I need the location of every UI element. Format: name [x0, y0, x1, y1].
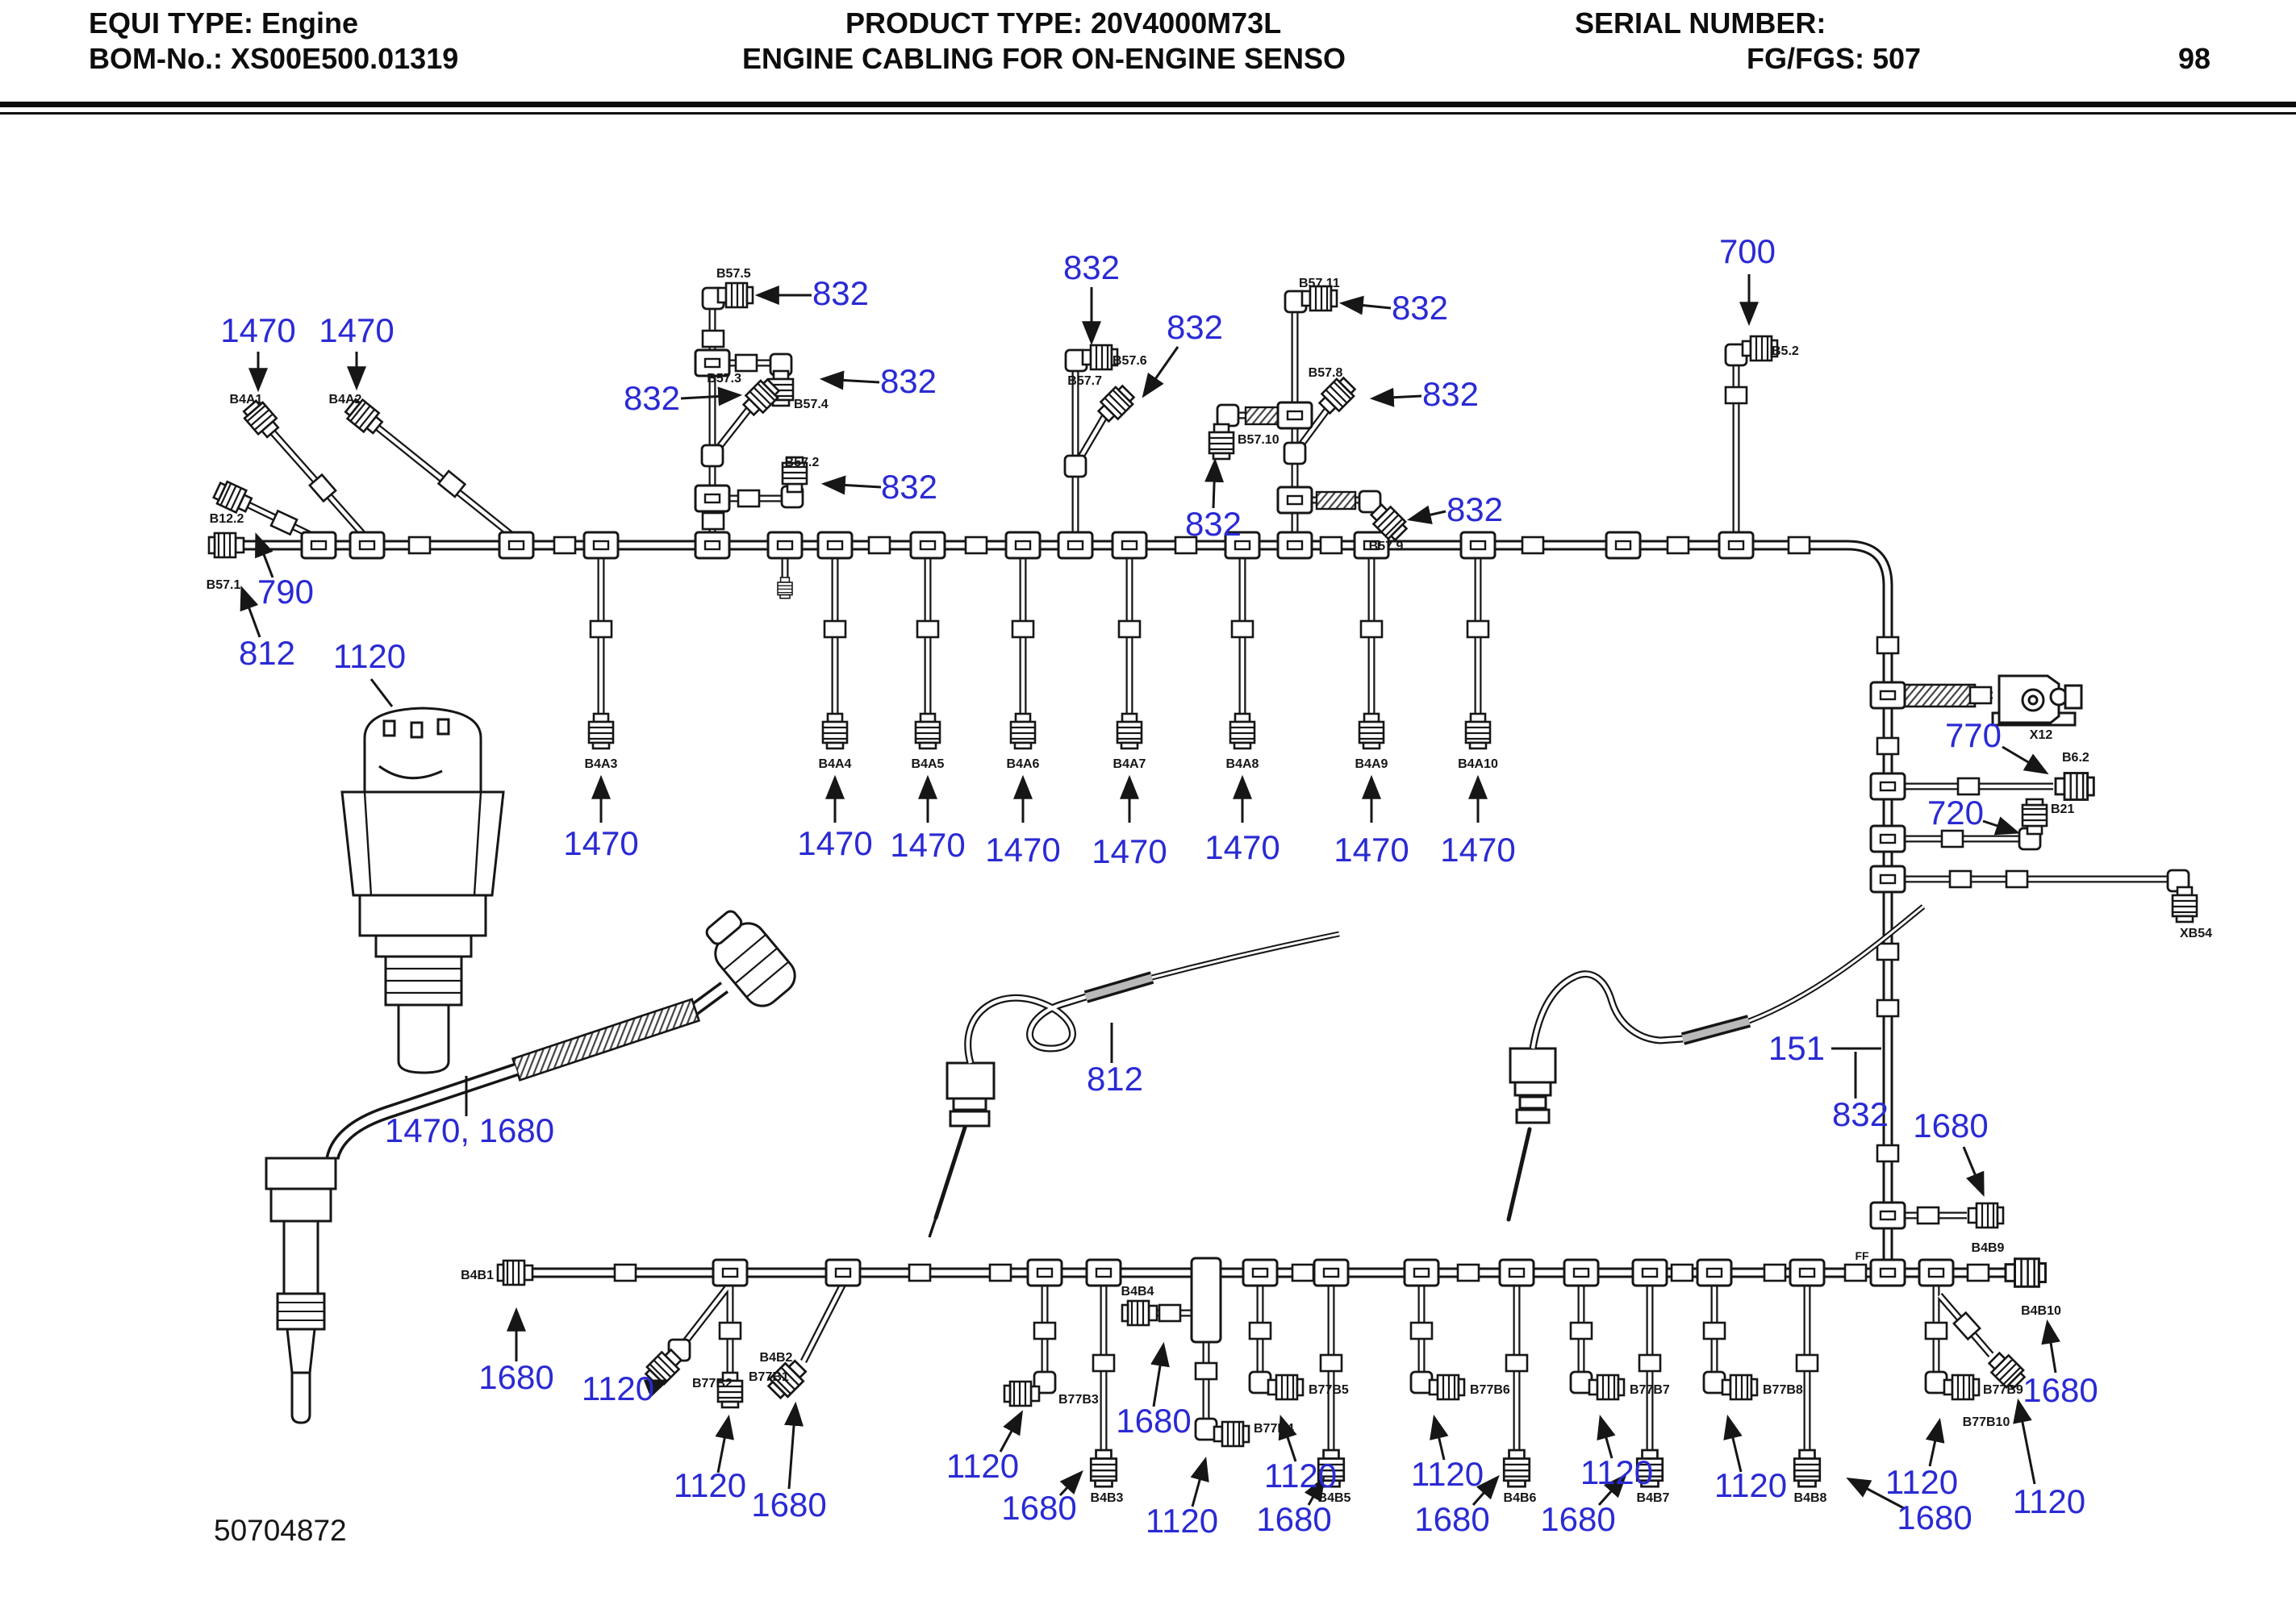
- arrow-832-b57-3: [681, 395, 739, 398]
- connector-b4b3: [1091, 1450, 1117, 1486]
- cable-sleeve: [966, 537, 987, 553]
- connector-b4b1: [498, 1261, 532, 1285]
- callout-1120-b77b8: 1120: [1714, 1466, 1788, 1504]
- probe-ring: [1520, 1097, 1546, 1108]
- callout-832-b57-2: 832: [880, 468, 938, 506]
- bus-clamp: [1087, 1260, 1121, 1286]
- cable-sleeve: [1571, 1323, 1592, 1339]
- label-b77b9: B77B9: [1983, 1383, 2023, 1397]
- bus-clamp: [1871, 682, 1905, 708]
- bus-clamp: [499, 532, 533, 558]
- callout-832-probe: 832: [1831, 1095, 1889, 1133]
- cable-sleeve: [738, 490, 759, 507]
- connector-b4b4: [1122, 1301, 1157, 1325]
- riser-tee: [1871, 1260, 1905, 1286]
- bus-clamp: [1719, 532, 1753, 558]
- cable-sleeve: [720, 1323, 741, 1339]
- label-b77b5: B77B5: [1309, 1383, 1349, 1397]
- callout-1680-b4b3: 1680: [1001, 1489, 1077, 1527]
- label-b77b4: B77B4: [1254, 1422, 1294, 1436]
- callout-1120-b77b2: 1120: [581, 1369, 655, 1407]
- label-b5-2: B5.2: [1772, 344, 1799, 358]
- callout-1680-b4b6: 1680: [1414, 1500, 1490, 1538]
- callout-1680-b4b1: 1680: [478, 1358, 554, 1396]
- cable-sleeve: [1321, 537, 1342, 553]
- callout-812: 812: [238, 634, 296, 672]
- label-b12-2: B12.2: [209, 512, 244, 526]
- arrow-1120-b77b7: [1601, 1418, 1612, 1458]
- connector-b4a4: [823, 714, 847, 748]
- callout-720: 720: [1927, 794, 1985, 832]
- label-b6-2: B6.2: [2062, 751, 2089, 765]
- callout-832-b57-4: 832: [879, 362, 937, 400]
- cable-sleeve: [591, 621, 612, 637]
- cable-sleeve: [1950, 871, 1971, 887]
- cable-sleeve: [615, 1265, 636, 1281]
- connector-b4b10: [2006, 1259, 2045, 1287]
- connector-b77b6: [1430, 1375, 1464, 1399]
- b57-9-braid: [1317, 492, 1355, 509]
- probe-hex: [1510, 1048, 1555, 1082]
- bus-clamp: [1113, 532, 1146, 558]
- cable-sleeve: [703, 331, 724, 347]
- cable-sleeve: [1159, 1305, 1180, 1321]
- label-b4a3: B4A3: [584, 757, 618, 771]
- label-b4a4: B4A4: [818, 757, 852, 771]
- arrow-1680-b4b9: [1964, 1147, 1983, 1194]
- connector-b4a9: [1359, 714, 1384, 748]
- serial-number-label: SERIAL NUMBER:: [1575, 6, 1826, 40]
- callout-832-b57-5: 832: [812, 274, 870, 312]
- probe-needle-tip: [929, 1218, 936, 1237]
- connector-b77b5: [1268, 1375, 1303, 1399]
- cable-sleeve: [1968, 1265, 1989, 1281]
- label-b4a5: B4A5: [911, 757, 945, 771]
- bus-clamp: [1871, 866, 1905, 892]
- connector-stub: [778, 577, 792, 598]
- arrow-832-b57-11: [1342, 303, 1391, 308]
- callout-1470-b4a2: 1470: [319, 311, 394, 349]
- bus-clamp: [1028, 1260, 1062, 1286]
- label-b77b1: B77B1: [749, 1370, 789, 1384]
- callout-1120-b77b10: 1120: [2012, 1482, 2086, 1520]
- bus-clamp: [713, 1260, 747, 1286]
- connector-x12: [1993, 676, 2081, 725]
- label-b4b4: B4B4: [1121, 1285, 1154, 1299]
- x12-tab: [2065, 686, 2081, 708]
- bus-clamp: [1461, 532, 1495, 558]
- arrow-1120-b77b10: [2018, 1402, 2035, 1484]
- fg-fgs: FG/FGS: 507: [1747, 42, 1922, 75]
- bus-clamp: [1405, 1260, 1438, 1286]
- connector-b77b7: [1589, 1375, 1624, 1399]
- cable-sleeve: [1789, 537, 1810, 553]
- arrow-832-b57-7: [1144, 347, 1178, 395]
- callout-812-probe: 812: [1086, 1060, 1144, 1098]
- cable-sleeve: [1797, 1355, 1818, 1371]
- cable-sleeve: [1093, 1355, 1114, 1371]
- cable-sleeve: [2006, 871, 2027, 887]
- label-b57-3: B57.3: [707, 372, 741, 386]
- sensor-pin: [384, 721, 394, 736]
- arrow-770: [2002, 747, 2046, 773]
- bus-clamp: [584, 532, 618, 558]
- label-x12: X12: [2029, 728, 2053, 742]
- connector-b77b8: [1722, 1375, 1757, 1399]
- connector-b57-1: [209, 533, 244, 557]
- cable-sleeve: [1458, 1265, 1479, 1281]
- callout-1470-b4a10: 1470: [1440, 831, 1516, 869]
- callout-1680-b4b9: 1680: [1913, 1107, 1989, 1144]
- probe-hex2: [271, 1189, 331, 1221]
- label-b77b3: B77B3: [1058, 1393, 1099, 1407]
- arrow-832-b57-9: [1410, 511, 1446, 519]
- arrow-1120-b77b6: [1434, 1418, 1444, 1460]
- label-b4a2: B4A2: [328, 393, 362, 406]
- callout-1120-sensor: 1120: [332, 637, 407, 675]
- label-b4b1: B4B1: [461, 1269, 494, 1282]
- callout-770: 770: [1944, 716, 2002, 754]
- connector-b57-10: [1209, 424, 1234, 459]
- callout-832-b57-9: 832: [1446, 490, 1504, 528]
- callout-832-b57-10: 832: [1184, 505, 1242, 543]
- cable-sleeve: [1361, 621, 1382, 637]
- document-number: 50704872: [214, 1514, 347, 1547]
- probe-body: [284, 1221, 318, 1294]
- bus-clamp: [1278, 532, 1312, 558]
- cable-sleeve: [1232, 621, 1253, 637]
- callout-790: 790: [257, 573, 315, 611]
- cable-sleeve: [1321, 1355, 1342, 1371]
- callout-832-b57-8: 832: [1421, 375, 1480, 413]
- label-b57-5: B57.5: [716, 267, 751, 281]
- arrow-1680-b4b4: [1154, 1345, 1163, 1407]
- label-b57-8: B57.8: [1308, 366, 1343, 380]
- bus-clamp: [1564, 1260, 1598, 1286]
- callout-1120-b77b4: 1120: [1145, 1502, 1219, 1540]
- label-b4a6: B4A6: [1006, 757, 1040, 771]
- label-b4b7: B4B7: [1636, 1491, 1670, 1505]
- cable-sleeve: [1958, 778, 1979, 794]
- elbow-fitting: [1217, 405, 1238, 426]
- bus-clamp: [695, 532, 729, 558]
- cable-sleeve: [1034, 1323, 1055, 1339]
- cable-sleeve: [1764, 1265, 1785, 1281]
- stem-tee: [1278, 402, 1312, 428]
- label-b57-9: B57.9: [1368, 540, 1404, 553]
- cable-sleeve: [1726, 387, 1747, 403]
- label-b77b7: B77B7: [1630, 1383, 1670, 1397]
- callout-1680-b4b5: 1680: [1256, 1500, 1332, 1538]
- arrow-1120-b77b1: [718, 1418, 728, 1473]
- callout-1120-b77b6: 1120: [1410, 1455, 1484, 1493]
- probe-hex: [947, 1063, 994, 1098]
- cable-sleeve: [554, 537, 575, 553]
- bus-clamp: [911, 532, 945, 558]
- sensor-locknut: [360, 895, 486, 936]
- elbow-fitting: [1065, 456, 1086, 477]
- connector-b12-2: [212, 479, 254, 515]
- equi-type-value: Engine: [261, 6, 359, 40]
- label-b77b8: B77B8: [1763, 1383, 1803, 1397]
- bus-clamp: [826, 1260, 860, 1286]
- cable-sleeve: [869, 537, 890, 553]
- bus-clamp: [350, 532, 384, 558]
- cable-sleeve: [736, 355, 757, 371]
- probe-cable: [1533, 974, 1683, 1048]
- connector-b77b9: [1944, 1375, 1979, 1399]
- label-b4b8: B4B8: [1793, 1491, 1827, 1505]
- label-b4a9: B4A9: [1355, 757, 1388, 771]
- callout-1680-b4b4: 1680: [1116, 1402, 1192, 1440]
- callout-1470-b4a8: 1470: [1204, 828, 1280, 866]
- cable-sleeve: [1942, 831, 1963, 847]
- cable-sleeve: [1845, 1265, 1866, 1281]
- label-b4a1: B4A1: [229, 393, 263, 406]
- label-b57-11: B57.11: [1299, 277, 1340, 290]
- probe-needle: [936, 1128, 965, 1218]
- callout-151: 151: [1768, 1029, 1825, 1067]
- connector-b4a5: [916, 714, 940, 748]
- elbow-fitting: [1284, 443, 1305, 464]
- label-b4b5: B4B5: [1317, 1491, 1351, 1505]
- bus-clamp: [1871, 773, 1905, 799]
- label-b4a10: B4A10: [1458, 757, 1498, 771]
- probe-ring: [950, 1111, 989, 1126]
- callout-1120-b77b1: 1120: [673, 1466, 747, 1504]
- arrow-1120-b77b8: [1728, 1418, 1741, 1472]
- callout-1470-b4a5: 1470: [890, 826, 966, 864]
- bus-clamp: [818, 532, 852, 558]
- b57-10-braid: [1246, 407, 1281, 424]
- label-b4b9: B4B9: [1971, 1241, 2005, 1255]
- harness-bus-top-inner: [244, 545, 1888, 1273]
- coolant-temp-sensor-1120: [342, 708, 503, 1073]
- callout-1470-b4a9: 1470: [1334, 831, 1409, 869]
- cable-sleeve: [1411, 1323, 1432, 1339]
- sensor-pin: [411, 723, 422, 737]
- callout-1120-b77b5: 1120: [1263, 1457, 1338, 1495]
- cable-sleeve: [1639, 1355, 1660, 1371]
- callout-1680-b4b10: 1680: [2023, 1371, 2098, 1409]
- callout-832-b57-3: 832: [623, 379, 681, 417]
- arrow-1680-b4b2: [789, 1405, 795, 1489]
- sensor-collar: [376, 936, 471, 957]
- product-type-value: 20V4000M73L: [1091, 6, 1282, 40]
- connector-b4a7: [1117, 714, 1142, 748]
- probe-ring: [1517, 1110, 1549, 1123]
- cable-sleeve: [1467, 621, 1488, 637]
- label-b4b10: B4B10: [2021, 1304, 2061, 1318]
- callout-1470-b4a6: 1470: [985, 831, 1061, 869]
- arrow-1120-b77b9: [1930, 1421, 1939, 1466]
- label-b4a7: B4A7: [1113, 757, 1146, 771]
- arrow-832-b57-4: [823, 379, 879, 382]
- junction-block-b4b4: [1192, 1258, 1221, 1342]
- callout-832-b57-11: 832: [1391, 289, 1449, 327]
- equi-type-label: EQUI TYPE: Engine: [89, 6, 359, 40]
- callout-1470-b4a1: 1470: [220, 311, 296, 349]
- label-b77b2: B77B2: [692, 1377, 733, 1390]
- label-b21: B21: [2051, 802, 2075, 816]
- label-b57-7: B57.7: [1067, 374, 1102, 388]
- callout-1470-b4a7: 1470: [1092, 832, 1167, 870]
- bus-clamp: [1243, 1260, 1277, 1286]
- arrow-1680-b4b10: [2048, 1323, 2056, 1373]
- connector-b6-2: [2056, 773, 2094, 800]
- connector-b77b4: [1214, 1422, 1249, 1446]
- cable-sleeve: [1877, 1145, 1898, 1161]
- bus-clamp: [302, 532, 336, 558]
- cable-sleeve: [1012, 621, 1033, 637]
- label-b77b6: B77B6: [1470, 1383, 1510, 1397]
- exhaust-probe-1470-1680: [266, 903, 802, 1423]
- cable-sleeve: [1522, 537, 1543, 553]
- label-b4b2: B4B2: [759, 1351, 793, 1365]
- label-b4b6: B4B6: [1503, 1491, 1537, 1505]
- product-type-label: PRODUCT TYPE: 20V4000M73L: [845, 6, 1282, 40]
- label-b77b10: B77B10: [1962, 1415, 2010, 1429]
- cable-sleeve: [1877, 637, 1898, 653]
- cable-sleeve: [1877, 738, 1898, 754]
- callout-1680-b4b8: 1680: [1897, 1499, 1972, 1536]
- cable-sleeve: [1196, 1363, 1217, 1379]
- callout-1120-b77b7: 1120: [1580, 1453, 1654, 1491]
- cable-sleeve: [1292, 1265, 1313, 1281]
- cable-sleeve: [1506, 1355, 1527, 1371]
- label-xb54: XB54: [2179, 927, 2213, 940]
- bus-clamp: [1500, 1260, 1534, 1286]
- bom-number: BOM-No.: XS00E500.01319: [89, 42, 459, 75]
- bus-clamp: [1633, 1260, 1667, 1286]
- sensor-cup: [365, 708, 481, 792]
- fg-fgs-value: 507: [1872, 42, 1922, 75]
- bus-clamp: [1790, 1260, 1824, 1286]
- callout-1120-b77b9: 1120: [1885, 1463, 1959, 1501]
- cable-sleeve: [990, 1265, 1011, 1281]
- callout-1470-b4a3: 1470: [563, 824, 639, 862]
- probe-taper: [287, 1329, 315, 1373]
- bom-value: XS00E500.01319: [230, 42, 459, 75]
- bus-clamp: [1697, 1260, 1731, 1286]
- connector-b4b9: [1968, 1203, 2003, 1228]
- label-b57-4: B57.4: [794, 398, 829, 411]
- arrow-832-b57-2: [824, 484, 881, 487]
- cable-sleeve: [1250, 1323, 1271, 1339]
- cable-sleeve: [1672, 1265, 1693, 1281]
- connector-b4a10: [1466, 714, 1490, 748]
- callout-832-b57-7: 832: [1166, 308, 1224, 346]
- callout-1120-b77b3: 1120: [946, 1447, 1020, 1485]
- probe-ferrule-inner: [1086, 978, 1152, 997]
- cable-sleeve: [824, 621, 845, 637]
- label-b57-6: B57.6: [1113, 354, 1147, 368]
- callout-1680-b4b2: 1680: [751, 1486, 827, 1524]
- callout-1470-1680: 1470, 1680: [384, 1111, 555, 1149]
- sensor-tip: [399, 1005, 449, 1073]
- cable-sleeve: [1704, 1323, 1725, 1339]
- cable-sleeve: [1877, 1000, 1898, 1016]
- callout-1470-b4a4: 1470: [797, 824, 873, 862]
- elbow-fitting: [702, 445, 723, 466]
- cable-sleeve: [1668, 537, 1689, 553]
- sensor-pin: [438, 719, 449, 734]
- leader-1120-sensor: [371, 679, 392, 707]
- bus-clamp: [1058, 532, 1092, 558]
- arrow-832-b57-8: [1373, 396, 1421, 398]
- x12-braid: [1901, 685, 1975, 707]
- probe-hex1: [266, 1158, 336, 1189]
- connector-xb54: [2173, 887, 2197, 922]
- callout-832-b57-6: 832: [1062, 248, 1121, 286]
- label-b57-10: B57.10: [1238, 433, 1279, 447]
- label-b4a8: B4A8: [1225, 757, 1259, 771]
- arrow-832-b57-10: [1213, 461, 1215, 508]
- callout-700: 700: [1718, 232, 1776, 270]
- page-number: 98: [2178, 42, 2211, 75]
- connector-b4b6: [1504, 1450, 1530, 1486]
- cable-sleeve: [1877, 944, 1898, 960]
- probe-ring: [1515, 1082, 1551, 1095]
- connector-b4a8: [1230, 714, 1254, 748]
- probe-needle: [1509, 1129, 1530, 1219]
- connector-b4a3: [589, 714, 613, 748]
- bus-clamp: [1006, 532, 1040, 558]
- label-b4b3: B4B3: [1090, 1491, 1124, 1505]
- label-ff-marker: FF: [1855, 1249, 1869, 1262]
- arrow-1120-b77b4: [1192, 1460, 1205, 1507]
- arrow-720: [1983, 821, 2017, 832]
- connector-b4a6: [1011, 714, 1035, 748]
- arrow-1120-b77b3: [1000, 1413, 1021, 1452]
- x12-bolt-center: [2029, 696, 2037, 704]
- callout-1680-b4b7: 1680: [1540, 1500, 1616, 1538]
- drawing-title: ENGINE CABLING FOR ON-ENGINE SENSO: [742, 42, 1346, 75]
- cable-sleeve: [1926, 1323, 1947, 1339]
- bus-clamp: [1314, 1260, 1348, 1286]
- bus-clamp: [1606, 532, 1640, 558]
- label-b57-2: B57.2: [784, 456, 820, 469]
- harness-bus-top: [244, 545, 1888, 1273]
- cable-sleeve: [409, 537, 430, 553]
- cable-sleeve: [909, 1265, 930, 1281]
- probe-tip: [292, 1373, 310, 1423]
- bus-clamp: [1919, 1260, 1953, 1286]
- cable-sleeve: [1970, 687, 1991, 703]
- label-b57-1: B57.1: [206, 578, 241, 592]
- bus-clamp: [1871, 1203, 1905, 1228]
- stem-tee: [1278, 487, 1312, 513]
- cable-sleeve: [1119, 621, 1140, 637]
- connector-b4b8: [1794, 1450, 1820, 1486]
- stem-tee: [695, 486, 729, 511]
- cable-sleeve: [917, 621, 938, 637]
- probe-braid: [513, 999, 699, 1080]
- bus-clamp: [768, 532, 802, 558]
- temp-probe-832: [1509, 907, 1923, 1219]
- bus-clamp: [1871, 826, 1905, 852]
- cable-sleeve: [1918, 1207, 1939, 1224]
- cable-sleeve: [703, 513, 724, 529]
